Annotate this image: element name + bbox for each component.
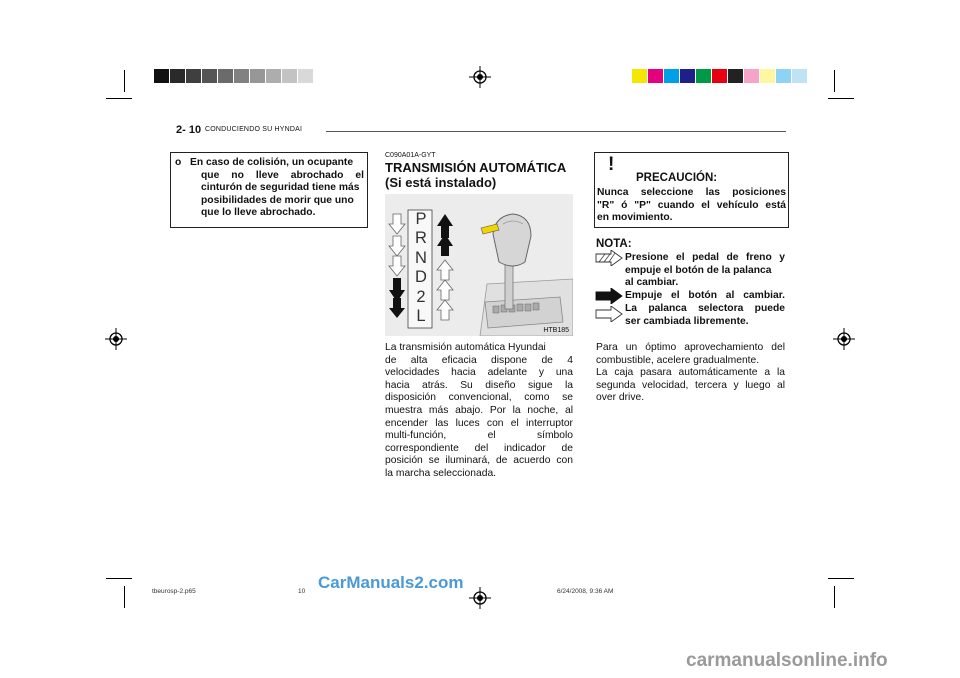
color-swatch [712,69,727,83]
text-line: ser cambiada libremente. [625,315,749,327]
text-line: over drive. [596,392,645,404]
text-line: posibilidades de morir que uno [201,194,354,206]
section-title: CONDUCIENDO SU HYNDAI [205,126,303,133]
text-line: Empuje el botón al cambiar. [625,290,785,301]
gear-letter: P [415,210,427,228]
color-swatch [696,69,711,83]
gear-letter: R [415,229,427,248]
warning-symbol: ! [608,154,615,175]
text-line: "R" ó "P" cuando el vehículo está [597,199,786,211]
text-line: posición se iluminará, de acuerdo con [385,455,573,467]
figure-label: HTB185 [543,327,569,334]
gray-swatch [218,69,233,83]
color-swatch [680,69,695,83]
registration-mark-icon [469,66,491,88]
heading-line: TRANSMISIÓN AUTOMÁTICA [385,160,567,175]
text-line: cinturón de seguridad tiene más [201,182,360,193]
text-line: Para un óptimo aprovechamiento del [596,342,785,353]
gear-letter: 2 [416,287,426,306]
text-line: de alta eficacia dispone de 4 [385,354,573,366]
gray-swatch [202,69,217,83]
registration-mark-icon [105,328,127,350]
nota-item-hollow [625,303,785,328]
gray-swatch [234,69,249,83]
bullet-marker: o [175,157,182,168]
heading-line: (Si está instalado) [385,175,497,190]
fuel-economy-paragraph [596,342,785,405]
text-line: velocidades hacia adelante y una [385,367,573,379]
section-heading [385,160,566,190]
footer-filename: tbeurosp-2.p65 [152,588,196,595]
header-rule [326,131,786,132]
text-line: al cambiar. [625,277,679,288]
text-line: empuje el botón de la palanca [625,264,772,276]
text-line: disposición convencional, como se [385,392,573,404]
gray-swatch [266,69,281,83]
text-line: que no lleve abrochado el [201,169,364,181]
registration-mark-icon [469,587,491,609]
collision-note-text [190,157,364,220]
precaution-text [597,187,786,225]
page-number: 2- 10 [176,124,202,136]
text-line: En caso de colisión, un ocupante [190,157,354,168]
section-code: C090A01A-GYT [385,152,436,159]
gray-swatch [282,69,297,83]
text-line: encender las luces con el interruptor [385,417,573,429]
hatched-arrow-icon [595,250,623,266]
text-line: La transmisión automática Hyundai [385,342,546,353]
gray-swatch [250,69,265,83]
color-swatch [648,69,663,83]
color-swatch [728,69,743,83]
footer-page: 10 [298,588,306,595]
gear-position-letters [412,210,430,326]
color-swatch [744,69,759,83]
color-swatch [776,69,791,83]
text-line: correspondiente del indicador de [385,442,573,454]
color-swatch [792,69,807,83]
text-line: hacia atrás. Su diseño sigue la [385,379,573,391]
text-line: multi-función, el símbolo [385,430,573,442]
gray-swatch [154,69,169,83]
registration-mark-icon [833,328,855,350]
text-line: La palanca selectora puede [625,303,785,314]
transmission-description [385,342,573,481]
gear-shift-figure [385,194,573,336]
text-line: muestra más abajo. Por la noche, al [385,404,573,416]
text-line: Presione el pedal de freno y [625,252,785,263]
color-swatch [632,69,647,83]
color-swatch [760,69,775,83]
gray-swatch [298,69,313,83]
gear-letter: N [415,248,427,267]
nota-item-hatched [625,252,785,290]
text-line: segunda velocidad, tercera y luego al [596,379,785,391]
text-line: que lo lleve abrochado. [201,207,316,218]
text-line: combustible, acelere gradualmente. [596,354,760,366]
brand-watermark[interactable]: carmanualsonline.info [686,650,888,671]
text-line: en movimiento. [597,212,673,224]
precaution-title: PRECAUCIÓN: [636,172,718,184]
gray-swatch [186,69,201,83]
nota-title: NOTA: [596,238,632,250]
gear-letter: D [415,268,427,287]
nota-item-black [625,290,785,303]
hollow-arrow-icon [595,306,623,322]
gear-letter: L [416,307,426,326]
color-swatch [664,69,679,83]
footer-datetime: 6/24/2008, 9:36 AM [557,588,614,595]
watermark-link[interactable]: CarManuals2.com [318,573,464,592]
gray-swatch [170,69,185,83]
text-line: la marcha seleccionada. [385,467,497,479]
text-line: La caja pasara automáticamente a la [596,367,785,379]
precaution-box [594,152,789,228]
collision-note-box [170,152,368,228]
text-line: Nunca seleccione las posiciones [597,187,786,198]
black-arrow-icon [595,288,623,304]
